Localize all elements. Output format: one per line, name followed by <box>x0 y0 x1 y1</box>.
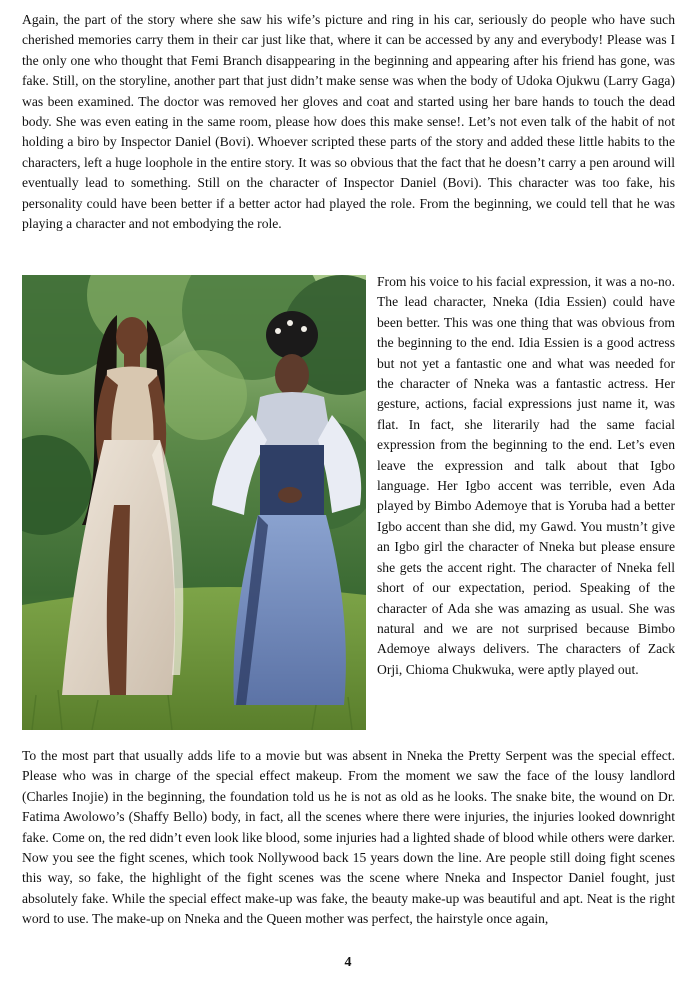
page-number: 4 <box>344 955 352 970</box>
movie-still-photo <box>22 275 366 730</box>
paragraph-right-column: From his voice to his facial expression, it was a no-no. The lead character, Nneka (Idia Essien) could have been better. This was one thing that was obvious from the beginning to the end. Idia Essien is a good actress but not yet a fantastic one and what was needed for the character of Nneka was a fantastic actress. Her gesture, actions, facial expressions just name it, was flat. In fact, she literarily had the same facial expression from the beginning to the end. Let’s even leave the expression and talk about that Igbo language. Her Igbo accent was terrible, even Ada played by Bimbo Ademoye that is Yoruba had a better Igbo accent than she did, my Gawd. You mustn’t give an Igbo girl the character of Nneka but please ensure she gets the accent right. The character of Nneka fell short of our expectation, period. Speaking of the character of Ada she was amazing as usual. She was natural and we are not surprised because Bimbo Ademoye always delivers. The characters of Zack Orji, Chioma Chukwuka, were aptly played out. <box>377 274 675 677</box>
paragraph-intro: Again, the part of the story where she saw his wife’s picture and ring in his car, seriously do people who have such cherished memories carry them in their car just like that, where it can be accessed by any and everybody! Please was I the only one who thought that Femi Branch disappearing in the beginning and appearing after his friend has gone, was fake. Still, on the storyline, another part that just didn’t make sense was when the body of Udoka Ojukwu (Larry Gaga) was been examined. The doctor was removed her gloves and coat and started using her bare hands to touch the dead body. She was even eating in the same room, please how does this make sense!. Let’s not even talk of the habit of not holding a biro by Inspector Daniel (Bovi). Whoever scripted these parts of the story and added these little habits to the characters, left a huge loophole in the entire story. It was so obvious that the fact that he doesn’t carry a pen around will eventually lead to something. Still on the character of Inspector Daniel (Bovi). This character was too fake, his personality could have been better if a better actor had played the role. From the beginning, we could tell that he was playing a character and not embodying the role. <box>22 12 675 232</box>
paragraph-special-effects: To the most part that usually adds life to a movie but was absent in Nneka the Pretty Serpent was the special effect. Please who was in charge of the special effect makeup. From the moment we saw the face of the lousy landlord (Charles Inojie) in the beginning, the foundation told us he is not as old as he looks. The snake bite, the wound on Dr. Fatima Awolowo’s (Shaffy Bello) body, in fact, all the scenes where there were injuries, the injuries looked downright fake. Come on, the red didn’t even look like blood, some injuries had a lighted shade of blood while others were darker. Now you see the fight scenes, which took Nollywood back 15 years down the line. Are people still doing fight scenes this way, so fake, the highlight of the fight scenes was the scene where Nneka and Inspector Daniel fought, just absolutely fake. While the special effect make-up was fake, the beauty make-up was beautiful and apt. Neat is the right word to use. The make-up on Nneka and the Queen mother was perfect, the hairstyle once again, <box>22 748 675 927</box>
photo-illustration <box>22 275 366 730</box>
